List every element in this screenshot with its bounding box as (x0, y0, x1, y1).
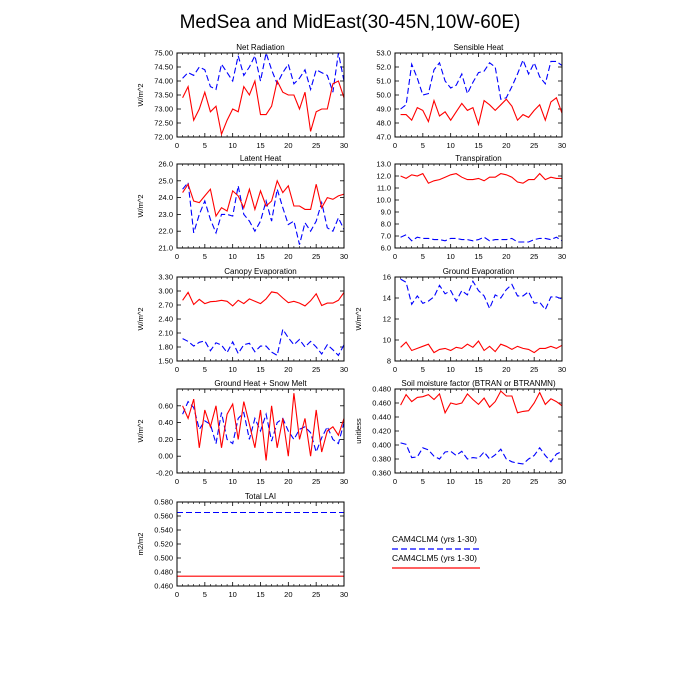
y-tick-label: 2.10 (158, 328, 173, 338)
x-tick-label: 10 (446, 477, 455, 486)
y-tick-label: 3.30 (158, 272, 173, 282)
y-tick-label: 0.360 (372, 468, 391, 478)
panel-title: Soil moisture factor (BTRAN or BTRANMN) (401, 379, 556, 388)
x-tick-label: 15 (256, 252, 265, 261)
y-tick-label: 16 (382, 272, 391, 282)
x-tick-label: 0 (174, 365, 180, 374)
y-tick-label: 2.40 (158, 314, 173, 324)
y-tick-label: 10 (382, 335, 391, 345)
x-tick-label: 10 (446, 365, 455, 374)
x-tick-label: 25 (529, 141, 539, 150)
y-tick-label: 3.00 (158, 286, 173, 296)
y-tick-label: 0.540 (154, 525, 173, 535)
x-tick-label: 20 (502, 141, 511, 150)
y-tick-label: 1.50 (158, 356, 173, 366)
x-tick-label: 15 (256, 590, 265, 599)
y-tick-label: 49.0 (376, 104, 391, 114)
x-tick-label: 10 (228, 252, 237, 261)
x-tick-label: 0 (392, 365, 398, 374)
y-axis-label: m2/m2 (136, 532, 145, 556)
series-line-cam4clm4-yrs-1-30 (401, 279, 562, 310)
y-tick-label: 72.00 (154, 132, 173, 142)
y-tick-label: 72.50 (154, 118, 173, 128)
y-tick-label: 23.0 (158, 209, 173, 219)
x-tick-label: 20 (284, 477, 293, 486)
y-tick-label: 52.0 (376, 62, 391, 72)
x-tick-label: 10 (446, 252, 455, 261)
x-tick-label: 5 (202, 477, 207, 486)
y-tick-label: 73.50 (154, 90, 173, 100)
plot-frame (177, 502, 344, 586)
y-tick-label: 0.420 (372, 426, 391, 436)
x-tick-label: 0 (392, 252, 398, 261)
x-tick-label: 0 (174, 252, 180, 261)
x-tick-label: 0 (174, 590, 180, 599)
x-tick-label: 20 (284, 365, 293, 374)
y-tick-label: 0.480 (372, 384, 391, 394)
x-tick-label: 25 (311, 477, 321, 486)
y-tick-label: 13.0 (376, 159, 391, 169)
x-tick-label: 10 (228, 477, 237, 486)
x-tick-label: 15 (256, 141, 265, 150)
x-tick-label: 20 (284, 590, 293, 599)
chart-panels (136, 43, 566, 599)
y-tick-label: 50.0 (376, 90, 391, 100)
y-tick-label: 0.460 (154, 581, 173, 591)
series-line-cam4clm4-yrs-1-30 (183, 329, 344, 355)
x-tick-label: 5 (202, 365, 207, 374)
x-tick-label: 5 (420, 477, 425, 486)
x-tick-label: 10 (228, 141, 237, 150)
y-tick-label: 53.0 (376, 48, 391, 58)
x-tick-label: 10 (446, 141, 455, 150)
x-tick-label: 5 (420, 252, 425, 261)
x-tick-label: 25 (529, 365, 539, 374)
x-tick-label: 5 (202, 141, 207, 150)
y-tick-label: 0.580 (154, 497, 173, 507)
series-line-cam4clm4-yrs-1-30 (401, 443, 562, 464)
y-tick-label: 12 (382, 314, 391, 324)
x-tick-label: 20 (284, 252, 293, 261)
y-tick-label: 8 (386, 356, 391, 366)
plot-frame (177, 277, 344, 361)
y-axis-label: W/m^2 (354, 307, 363, 331)
x-tick-label: 25 (311, 590, 321, 599)
y-tick-label: 0.40 (158, 418, 173, 428)
panel-ground-evaporation (354, 267, 566, 374)
x-tick-label: 5 (420, 365, 425, 374)
panel-ground-heat-snow-melt (136, 379, 348, 486)
panel-net-radiation (136, 43, 348, 150)
panel-title: Net Radiation (236, 43, 285, 52)
series-line-cam4clm5-yrs-1-30 (401, 341, 562, 353)
series-line-cam4clm5-yrs-1-30 (401, 174, 562, 184)
y-tick-label: 0.60 (158, 401, 173, 411)
y-axis-label: unitless (354, 418, 363, 444)
y-tick-label: 0.560 (154, 511, 173, 521)
series-line-cam4clm4-yrs-1-30 (183, 402, 344, 452)
y-tick-label: 47.0 (376, 132, 391, 142)
x-tick-label: 30 (339, 141, 349, 150)
x-tick-label: 15 (474, 252, 483, 261)
plot-frame (177, 53, 344, 137)
series-line-cam4clm4-yrs-1-30 (401, 235, 562, 242)
y-tick-label: 73.00 (154, 104, 173, 114)
panel-title: Canopy Evaporation (224, 267, 297, 276)
plot-frame (395, 389, 562, 473)
x-tick-label: 30 (339, 590, 349, 599)
x-tick-label: 30 (339, 477, 349, 486)
panel-transpiration (376, 154, 566, 261)
x-tick-label: 30 (557, 252, 567, 261)
x-tick-label: 30 (557, 477, 567, 486)
y-tick-label: 0.480 (154, 567, 173, 577)
x-tick-label: 15 (474, 477, 483, 486)
y-tick-label: 22.0 (158, 226, 173, 236)
y-tick-label: 24.0 (158, 193, 173, 203)
x-tick-label: 30 (557, 141, 567, 150)
y-tick-label: 74.50 (154, 62, 173, 72)
y-tick-label: 12.0 (376, 171, 391, 181)
y-tick-label: 26.0 (158, 159, 173, 169)
series-line-cam4clm5-yrs-1-30 (183, 292, 344, 306)
series-line-cam4clm4-yrs-1-30 (401, 60, 562, 109)
panel-title: Sensible Heat (453, 43, 504, 52)
panel-total-lai (136, 492, 348, 599)
legend-label-cam4clm5: CAM4CLM5 (yrs 1-30) (392, 553, 478, 563)
y-tick-label: 21.0 (158, 243, 173, 253)
x-tick-label: 25 (529, 477, 539, 486)
x-tick-label: 25 (311, 252, 321, 261)
y-tick-label: -0.20 (155, 468, 173, 478)
x-tick-label: 15 (256, 365, 265, 374)
panel-title: Transpiration (455, 154, 502, 163)
y-tick-label: 11.0 (376, 183, 391, 193)
y-axis-label: W/m^2 (136, 194, 145, 218)
y-tick-label: 48.0 (376, 118, 391, 128)
plot-frame (177, 164, 344, 248)
y-tick-label: 75.00 (154, 48, 173, 58)
x-tick-label: 10 (228, 590, 237, 599)
y-tick-label: 10.0 (376, 195, 391, 205)
panel-title: Ground Heat + Snow Melt (214, 379, 307, 388)
x-tick-label: 0 (174, 141, 180, 150)
y-tick-label: 8.0 (380, 219, 391, 229)
panel-title: Total LAI (244, 492, 277, 501)
panel-title: Latent Heat (239, 154, 282, 163)
series-line-cam4clm5-yrs-1-30 (183, 393, 344, 460)
x-tick-label: 10 (228, 365, 237, 374)
x-tick-label: 25 (529, 252, 539, 261)
x-tick-label: 25 (311, 365, 321, 374)
x-tick-label: 5 (420, 141, 425, 150)
x-tick-label: 5 (202, 252, 207, 261)
y-axis-label: W/m^2 (136, 419, 145, 443)
series-line-cam4clm5-yrs-1-30 (401, 391, 562, 413)
x-tick-label: 0 (392, 477, 398, 486)
y-tick-label: 0.440 (372, 412, 391, 422)
x-tick-label: 15 (256, 477, 265, 486)
x-tick-label: 20 (502, 477, 511, 486)
series-line-cam4clm5-yrs-1-30 (401, 98, 562, 125)
y-tick-label: 14 (382, 293, 391, 303)
series-line-cam4clm4-yrs-1-30 (183, 53, 344, 92)
x-tick-label: 5 (202, 590, 207, 599)
x-tick-label: 25 (311, 141, 321, 150)
series-line-cam4clm4-yrs-1-30 (183, 183, 344, 245)
x-tick-label: 30 (339, 365, 349, 374)
y-tick-label: 7.0 (380, 231, 391, 241)
y-tick-label: 0.400 (372, 440, 391, 450)
y-axis-label: W/m^2 (136, 307, 145, 331)
panel-canopy-evaporation (136, 267, 348, 374)
y-axis-label: W/m^2 (136, 83, 145, 107)
panel-sensible-heat (376, 43, 566, 150)
x-tick-label: 15 (474, 141, 483, 150)
y-tick-label: 0.380 (372, 454, 391, 464)
y-tick-label: 6.0 (380, 243, 391, 253)
y-tick-label: 1.80 (158, 342, 173, 352)
x-tick-label: 30 (339, 252, 349, 261)
y-tick-label: 74.00 (154, 76, 173, 86)
x-tick-label: 15 (474, 365, 483, 374)
x-tick-label: 0 (392, 141, 398, 150)
y-tick-label: 9.0 (380, 207, 391, 217)
x-tick-label: 30 (557, 365, 567, 374)
figure-title: MedSea and MidEast(30-45N,10W-60E) (179, 12, 521, 33)
y-tick-label: 0.00 (158, 451, 173, 461)
legend-label-cam4clm4: CAM4CLM4 (yrs 1-30) (392, 534, 478, 544)
y-tick-label: 0.500 (154, 553, 173, 563)
y-tick-label: 0.520 (154, 539, 173, 549)
y-tick-label: 0.460 (372, 398, 391, 408)
x-tick-label: 20 (502, 252, 511, 261)
series-line-cam4clm5-yrs-1-30 (183, 81, 344, 134)
x-tick-label: 20 (502, 365, 511, 374)
y-tick-label: 2.70 (158, 300, 173, 310)
panel-latent-heat (136, 154, 348, 261)
chart-legend (392, 534, 480, 568)
panel-soil-moisture-factor-btran-or-btranmn (354, 379, 566, 486)
x-tick-label: 20 (284, 141, 293, 150)
y-tick-label: 25.0 (158, 176, 173, 186)
x-tick-label: 0 (174, 477, 180, 486)
panel-title: Ground Evaporation (442, 267, 515, 276)
y-tick-label: 51.0 (376, 76, 391, 86)
y-tick-label: 0.20 (158, 434, 173, 444)
